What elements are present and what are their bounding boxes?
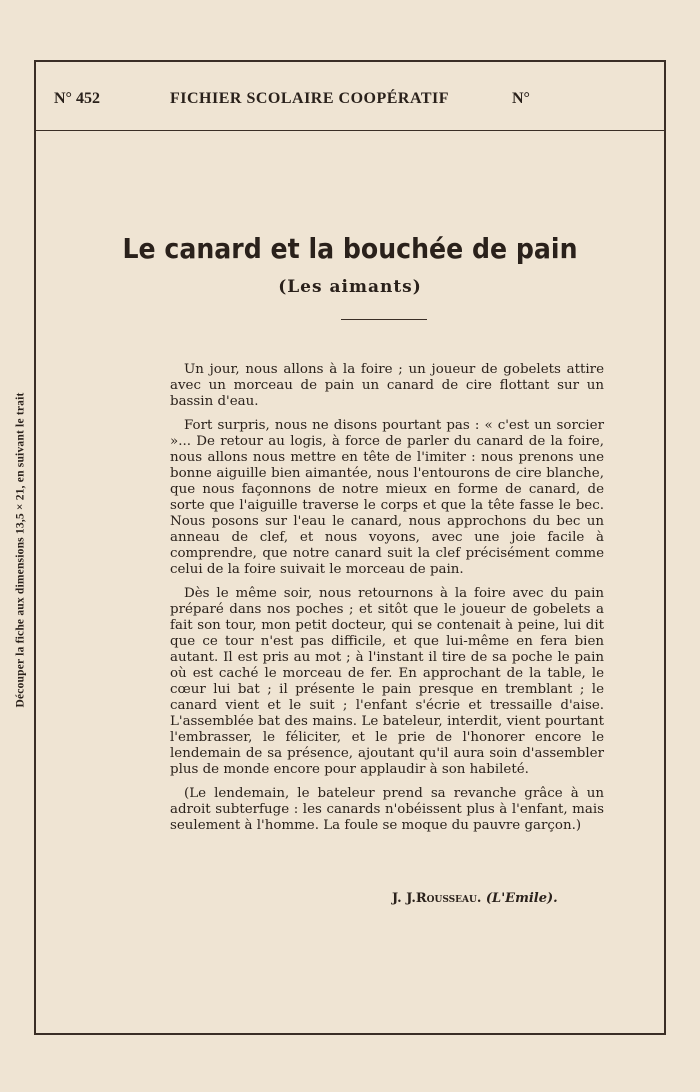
work-title: (L'Emile). — [485, 891, 558, 906]
paragraph: Fort surpris, nous ne disons pourtant pas : « c'est un sorcier »... De retour au logis, à force de parler du canard de la foire, nous allons nous mettre en tête de l'imiter : nous prenons une bonne aiguille bien aimantée, nous l'entourons de cire blanche, que nous façonnons de notre mieux en forme de canard, de sorte que l'aiguille traverse le corps et que la tête fasse le bec. Nous posons sur l'eau le canard, nous approchons du bec un anneau de clef, et nous voyons, avec une joie facile à comprendre, que notre canard suit la clef précisément comme celui de la foire suivait le morceau de pain. — [170, 418, 604, 577]
cut-instruction — [6, 340, 36, 760]
page-subtitle: (Les aimants) — [278, 277, 422, 297]
title-divider — [341, 319, 427, 320]
card-number: N° 452 — [54, 90, 100, 107]
school-card — [34, 60, 666, 1035]
author-name: J. J.Rousseau. — [392, 891, 482, 906]
card-header — [36, 62, 664, 131]
number-label: N° — [512, 90, 530, 107]
author-attribution — [392, 891, 558, 906]
paragraph: Un jour, nous allons à la foire ; un joueur de gobelets attire avec un morceau de pain un canard de cire flottant sur un bassin d'eau. — [170, 362, 604, 409]
paragraph: (Le lendemain, le bateleur prend sa revanche grâce à un adroit subterfuge : les canards n'obéissent plus à l'enfant, mais seulement à l'homme. La foule se moque du pauvre garçon.) — [170, 786, 604, 833]
paragraph: Dès le même soir, nous retournons à la foire avec du pain préparé dans nos poches ; et sitôt que le joueur de gobelets a fait son tour, mon petit docteur, qui se contenait à peine, lui dit que ce tour n'est pas difficile, et que lui-même en fera bien autant. Il est pris au mot ; à l'instant il tire de sa poche le pain où est caché le morceau de fer. En approchant de la table, le cœur lui bat ; il présente le pain presque en tremblant ; le canard vient et le suit ; l'enfant s'écrie et tressaille d'aise. L'assemblée bat des mains. Le bateleur, interdit, vient pourtant l'embrasser, le féliciter, et le prie de l'honorer encore le lendemain de sa présence, ajoutant qu'il aura soin d'assembler plus de monde encore pour applaudir à son habileté. — [170, 586, 604, 777]
cut-instruction-text: Découper la fiche aux dimensions 13,5 × 21, en suivant le trait — [15, 392, 28, 708]
page-title: Le canard et la bouchée de pain — [122, 232, 578, 265]
text-body — [170, 362, 604, 842]
series-title: FICHIER SCOLAIRE COOPÉRATIF — [170, 90, 450, 107]
